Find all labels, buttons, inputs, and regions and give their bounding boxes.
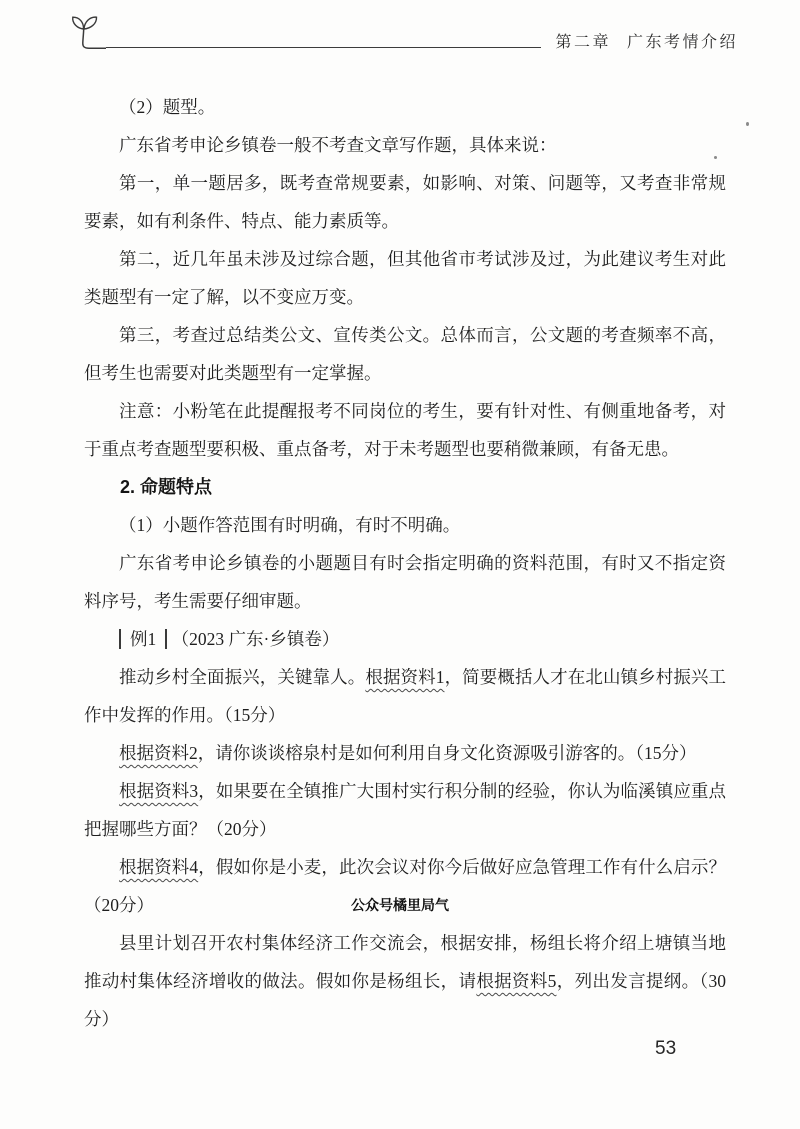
paragraph <box>84 240 726 316</box>
text-segment: 广东省考申论乡镇卷一般不考查文章写作题，具体来说： <box>119 135 557 155</box>
underlined-reference: 根据资料2 <box>119 743 198 763</box>
paragraph <box>84 88 726 126</box>
scan-speck <box>714 156 717 159</box>
text-segment: 2. 命题特点 <box>120 477 213 497</box>
header-rule-line <box>106 47 541 48</box>
paragraph <box>84 734 726 772</box>
scan-speck <box>746 122 749 126</box>
text-segment: 第二，近几年虽未涉及过综合题，但其他省市考试涉及过，为此建议考生对此类题型有一定了解，以不变应万变。 <box>84 249 726 307</box>
underlined-reference: 根据资料1 <box>365 667 445 687</box>
text-segment: （2）题型。 <box>119 97 216 117</box>
text-segment: ，假如你是小麦，此次会议对你今后做好应急管理工作有什么启示？（20分） <box>84 857 727 915</box>
text-segment: 注意：小粉笔在此提醒报考不同岗位的考生，要有针对性、有侧重地备考，对于重点考查题型要积极、重点备考，对于未考题型也要稍微兼顾，有备无患。 <box>84 401 726 459</box>
underlined-reference: 根据资料4 <box>119 857 199 877</box>
page-header <box>64 12 738 52</box>
text-segment: 推动乡村全面振兴，关键靠人。 <box>119 667 366 687</box>
text-segment: 第三，考查过总结类公文、宣传类公文。总体而言，公文题的考查频率不高，但考生也需要对此类题型有一定掌握。 <box>84 325 726 383</box>
underlined-reference: 根据资料3 <box>119 781 199 801</box>
paragraph <box>84 392 726 468</box>
paragraph <box>84 544 726 620</box>
example-line <box>84 620 726 658</box>
text-segment: ，如果要在全镇推广大围村实行积分制的经验，你认为临溪镇应重点把握哪些方面？（20分） <box>84 781 727 839</box>
paragraph <box>84 126 726 164</box>
paragraph <box>84 924 726 1038</box>
chapter-label: 第二章 <box>555 34 611 51</box>
text-segment: ，请你谈谈榕泉村是如何利用自身文化资源吸引游客的。（15分） <box>197 743 697 763</box>
paragraph <box>84 506 726 544</box>
underlined-reference: 根据资料5 <box>476 971 557 991</box>
page-number: 53 <box>655 1038 677 1059</box>
watermark-text: 公众号橘里局气 <box>351 897 449 913</box>
text-segment: 县里计划召开农村集体经济工作交流会，根据安排，杨组长将介绍上塘镇当地推动村集体经济增收的做法。假如你是杨组长，请 <box>84 933 726 991</box>
paragraph <box>84 316 726 392</box>
section-heading <box>84 468 726 506</box>
example-marker: 例1 <box>119 629 167 649</box>
paragraph <box>84 772 726 848</box>
text-segment: （1）小题作答范围有时明确，有时不明确。 <box>119 515 461 535</box>
text-segment: 第一，单一题居多，既考查常规要素，如影响、对策、问题等，又考查非常规要素，如有利条件、特点、能力素质等。 <box>84 173 726 231</box>
text-segment: 广东省考申论乡镇卷的小题题目有时会指定明确的资料范围，有时又不指定资料序号，考生需要仔细审题。 <box>84 553 726 611</box>
example-source: （2023 广东·乡镇卷） <box>167 629 340 649</box>
chapter-title: 广东考情介绍 <box>626 34 738 51</box>
running-head <box>555 29 738 52</box>
paragraph <box>84 658 726 734</box>
text-segment: ，简要概括人才在北山镇乡村振兴工作中发挥的作用。（15分） <box>84 667 727 725</box>
text-segment: ，列出发言提纲。（30分） <box>84 971 727 1029</box>
sprout-icon <box>64 14 106 52</box>
paragraph <box>84 164 726 240</box>
